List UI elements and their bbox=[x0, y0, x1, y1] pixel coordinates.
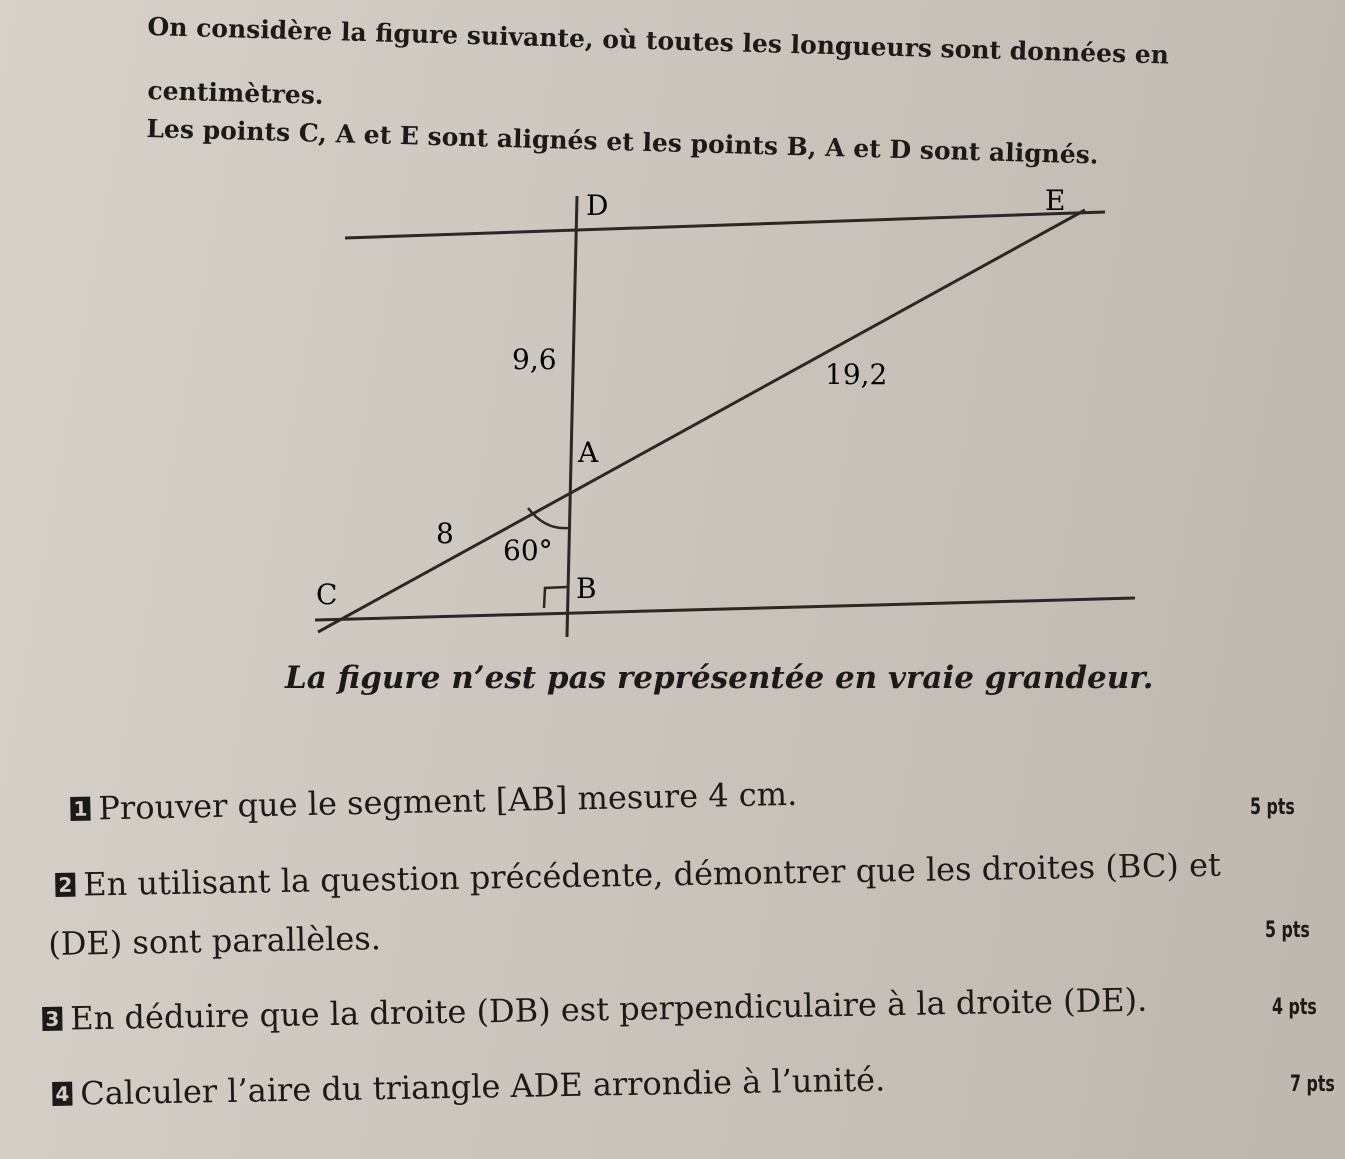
angle-arc bbox=[528, 508, 568, 528]
label-a: A bbox=[578, 436, 599, 469]
label-b: B bbox=[576, 572, 597, 605]
line-db bbox=[567, 196, 577, 637]
question-3 bbox=[42, 981, 1148, 1038]
question-2-text-line-1: En utilisant la question précédente, démontrer que les droites (BC) et bbox=[82, 845, 1222, 904]
label-e: E bbox=[1045, 184, 1066, 217]
question-3-number: 3 bbox=[42, 1007, 62, 1031]
question-2-points: 5 pts bbox=[1265, 918, 1310, 943]
line-de bbox=[345, 212, 1105, 238]
figure-caption: La figure n’est pas représentée en vraie grandeur. bbox=[285, 660, 1154, 696]
question-1-text: Prouver que le segment [AB] mesure 4 cm. bbox=[97, 774, 798, 828]
question-4-number: 4 bbox=[52, 1082, 72, 1106]
length-ae: 19,2 bbox=[825, 358, 888, 391]
length-ad: 9,6 bbox=[512, 343, 557, 376]
intro-line-2: centimètres. bbox=[147, 75, 325, 110]
question-3-text: En déduire que la droite (DB) est perpendiculaire à la droite (DE). bbox=[69, 980, 1148, 1038]
line-bc bbox=[315, 598, 1135, 620]
angle-value: 60° bbox=[503, 534, 553, 567]
question-2 bbox=[55, 846, 1221, 904]
intro-line-1: On considère la figure suivante, où toutes les longueurs sont données en bbox=[147, 11, 1170, 70]
line-ce bbox=[318, 210, 1085, 632]
question-2-number: 2 bbox=[55, 873, 75, 897]
right-angle-mark bbox=[544, 587, 567, 608]
question-3-points: 4 pts bbox=[1272, 995, 1317, 1020]
label-d: D bbox=[586, 189, 609, 222]
question-1-number: 1 bbox=[70, 797, 90, 821]
question-1-points: 5 pts bbox=[1250, 795, 1295, 820]
question-2-continued bbox=[48, 919, 381, 963]
length-ca: 8 bbox=[436, 517, 454, 550]
question-1 bbox=[70, 775, 798, 828]
question-4-points: 7 pts bbox=[1290, 1072, 1335, 1097]
question-4-text: Calculer l’aire du triangle ADE arrondie à l’unité. bbox=[79, 1060, 886, 1113]
question-2-text-line-2: (DE) sont parallèles. bbox=[48, 919, 382, 963]
question-4 bbox=[52, 1060, 886, 1113]
label-c: C bbox=[316, 578, 338, 611]
intro-line-3: Les points C, A et E sont alignés et les points B, A et D sont alignés. bbox=[146, 113, 1099, 170]
